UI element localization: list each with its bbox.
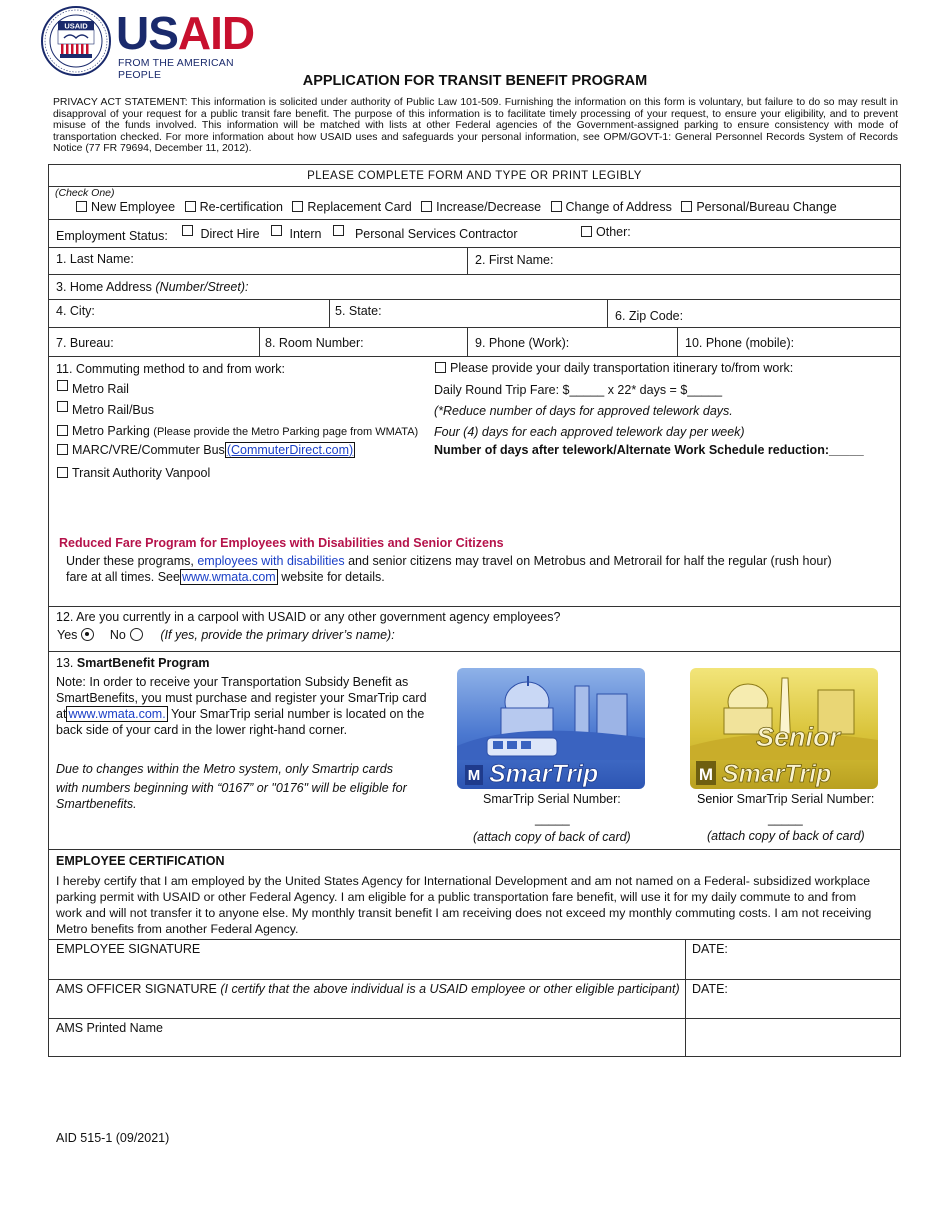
request-change-of-address[interactable]: Change of Address (551, 200, 672, 214)
checkbox-icon[interactable] (57, 401, 68, 412)
smart-note-4: back side of your card in the lower right-hand corner. (56, 723, 348, 737)
phone-mobile-field[interactable]: 10. Phone (mobile): (685, 336, 795, 350)
smartrip-serial-blank[interactable]: _____ (535, 812, 570, 826)
telework-reduce-note: (*Reduce number of days for approved telework days. (434, 404, 733, 418)
employment-psc[interactable]: Personal Services Contractor (333, 225, 518, 241)
request-recertification[interactable]: Re-certification (185, 200, 283, 214)
checkbox-icon[interactable] (581, 226, 592, 237)
senior-smartrip-card-image (690, 668, 878, 789)
carpool-no[interactable]: No (110, 628, 143, 642)
request-type-group (76, 200, 837, 214)
form-instruction: PLEASE COMPLETE FORM AND TYPE OR PRINT LEGIBLY (307, 170, 642, 182)
ams-printed-name-field[interactable]: AMS Printed Name (56, 1021, 163, 1035)
smart-italic-2: with numbers beginning with “0167” or "0176" will be eligible for (56, 781, 407, 795)
checkbox-icon[interactable] (271, 225, 282, 236)
smartrip-card-art-icon (457, 668, 645, 789)
check-one-label: (Check One) (55, 187, 115, 199)
employment-status-label: Employment Status: (56, 229, 168, 243)
smart-note-2: SmartBenefits, you must purchase and register your SmarTrip card (56, 691, 427, 705)
city-field[interactable]: 4. City: (56, 304, 95, 318)
commute-metro-rail-bus[interactable]: Metro Rail/Bus (57, 401, 154, 417)
card1-m: M (467, 767, 481, 784)
bureau-field[interactable]: 7. Bureau: (56, 336, 114, 350)
checkbox-icon[interactable] (76, 201, 87, 212)
checkbox-icon[interactable] (551, 201, 562, 212)
reduced-fare-line2: fare at all times. See www.wmata.com website for details. (66, 570, 385, 584)
checkbox-icon[interactable] (57, 444, 68, 455)
smart-italic-1: Due to changes within the Metro system, only Smartrip cards (56, 762, 393, 776)
senior-attach-note: (attach copy of back of card) (707, 829, 865, 843)
employment-other[interactable]: Other: (581, 225, 631, 239)
wmata-link[interactable]: www.wmata.com (181, 570, 276, 584)
logo-tagline: FROM THE AMERICAN PEOPLE (118, 57, 234, 81)
transit-form (48, 164, 901, 1057)
card1-brand: SmarTrip (489, 760, 599, 788)
checkbox-icon[interactable] (681, 201, 692, 212)
smart-italic-3: Smartbenefits. (56, 797, 137, 811)
room-number-field[interactable]: 8. Room Number: (265, 336, 364, 350)
carpool-note: (If yes, provide the primary driver’s name): (160, 628, 395, 642)
itinerary-request[interactable]: Please provide your daily transportation itinerary to/from work: (435, 361, 793, 375)
disabilities-link[interactable]: employees with disabilities (197, 554, 345, 568)
daily-fare-line[interactable]: Daily Round Trip Fare: $_____ x 22* days = $_____ (434, 383, 723, 397)
commuter-direct-link[interactable]: (CommuterDirect.com) (226, 443, 354, 457)
smart-note-1: Note: In order to receive your Transportation Subsidy Benefit as (56, 675, 409, 689)
checkbox-icon[interactable] (57, 380, 68, 391)
senior-serial-blank[interactable]: _____ (768, 812, 803, 826)
telework-four-days-note: Four (4) days for each approved telework day per week) (434, 425, 745, 439)
usaid-logo (40, 5, 280, 81)
form-id: AID 515-1 (09/2021) (56, 1131, 170, 1145)
last-name-field[interactable]: 1. Last Name: (56, 252, 134, 266)
radio-icon[interactable] (130, 628, 143, 641)
card2-m: M (698, 765, 714, 784)
request-increase-decrease[interactable]: Increase/Decrease (421, 200, 541, 214)
phone-work-field[interactable]: 9. Phone (Work): (475, 336, 570, 350)
certification-text: I hereby certify that I am employed by the United States Agency for International Development and am not named on a Federal- subsidized workplace parking permit with USAID or other Federal Agency. I am eligible for a public transportation fare benefit, will use it for my daily commute to and from work and will not transfer it to anyone else. My monthly transit benefit I am receiving does not exceed my monthly commuting costs. I am not receiving Metro benefits from another Federal Agency. (56, 874, 872, 936)
senior-serial-label: Senior SmarTrip Serial Number: (697, 792, 875, 806)
smartrip-attach-note: (attach copy of back of card) (473, 830, 631, 844)
reduced-fare-line1: Under these programs, employees with disabilities and senior citizens may travel on Metrobus and Metrorail for half the regular (rush hour) (66, 554, 832, 568)
commute-label: 11. Commuting method to and from work: (56, 362, 286, 376)
request-personal-bureau-change[interactable]: Personal/Bureau Change (681, 200, 836, 214)
checkbox-icon[interactable] (421, 201, 432, 212)
card2-senior: Senior (755, 722, 841, 752)
svg-text:USAID: USAID (64, 21, 88, 31)
employee-signature-field[interactable]: EMPLOYEE SIGNATURE (56, 942, 201, 956)
home-address-field[interactable]: 3. Home Address (Number/Street): (56, 280, 249, 294)
state-field[interactable]: 5. State: (335, 304, 382, 318)
checkbox-icon[interactable] (435, 362, 446, 373)
usaid-seal-icon (40, 5, 112, 77)
page-title: APPLICATION FOR TRANSIT BENEFIT PROGRAM (302, 73, 648, 89)
date-field-2[interactable]: DATE: (692, 982, 728, 996)
date-field-1[interactable]: DATE: (692, 942, 728, 956)
senior-card-art-icon (690, 668, 878, 789)
employment-direct-hire[interactable]: Direct Hire (182, 225, 260, 241)
certification-title: EMPLOYEE CERTIFICATION (56, 854, 225, 868)
employment-intern[interactable]: Intern (271, 225, 321, 241)
wmata-register-link[interactable]: www.wmata.com. (68, 707, 166, 721)
privacy-statement: PRIVACY ACT STATEMENT: This information is solicited under authority of Public Law 101-509. Furnishing the information on this form is voluntary, but failure to do so may result in disapproval of your request for a public transit fare benefit. The purpose of this information is to facilitate timely processing of your request, to ensure your eligibility, and to prevent misuse of the funds involved. This information will be matched with lists at other Federal agencies of the Government-assigned parking to ensure consistency with mode of transportation checked. For more information about how USAID uses and safeguards your personal information, see OPM/GOVT-1: General Personnel Records System of Records Notice (77 FR 79694, December 11, 2012). (53, 97, 898, 155)
first-name-field[interactable]: 2. First Name: (475, 253, 554, 267)
radio-selected-icon[interactable] (81, 628, 94, 641)
commute-vanpool[interactable]: Transit Authority Vanpool (57, 466, 210, 480)
request-new-employee[interactable]: New Employee (76, 200, 175, 214)
commute-metro-parking[interactable]: Metro Parking (Please provide the Metro Parking page from WMATA) (57, 424, 418, 438)
carpool-answer (57, 628, 395, 642)
checkbox-icon[interactable] (57, 425, 68, 436)
checkbox-icon[interactable] (57, 467, 68, 478)
checkbox-icon[interactable] (182, 225, 193, 236)
smartbenefit-title: 13. SmartBenefit Program (56, 656, 210, 670)
commute-metro-rail[interactable]: Metro Rail (57, 380, 129, 396)
checkbox-icon[interactable] (333, 225, 344, 236)
checkbox-icon[interactable] (185, 201, 196, 212)
days-after-telework[interactable]: Number of days after telework/Alternate Work Schedule reduction:_____ (434, 443, 864, 457)
ams-officer-signature-field[interactable]: AMS OFFICER SIGNATURE (I certify that the above individual is a USAID employee or other eligible participant) (56, 982, 680, 996)
usaid-wordmark: USAID (116, 7, 255, 59)
reduced-fare-title: Reduced Fare Program for Employees with Disabilities and Senior Citizens (59, 536, 504, 550)
carpool-question: 12. Are you currently in a carpool with USAID or any other government agency employees? (56, 610, 561, 624)
carpool-yes[interactable]: Yes (57, 628, 94, 642)
request-replacement-card[interactable]: Replacement Card (292, 200, 411, 214)
checkbox-icon[interactable] (292, 201, 303, 212)
smartrip-card-image (457, 668, 645, 789)
card2-brand: SmarTrip (722, 760, 832, 788)
smart-note-3: at www.wmata.com. Your SmarTrip serial number is located on the (56, 707, 425, 721)
commute-marc-vre[interactable]: MARC/VRE/Commuter Bus (CommuterDirect.com) (57, 443, 355, 457)
smartrip-serial-label: SmarTrip Serial Number: (483, 792, 621, 806)
zip-code-field[interactable]: 6. Zip Code: (615, 309, 684, 323)
